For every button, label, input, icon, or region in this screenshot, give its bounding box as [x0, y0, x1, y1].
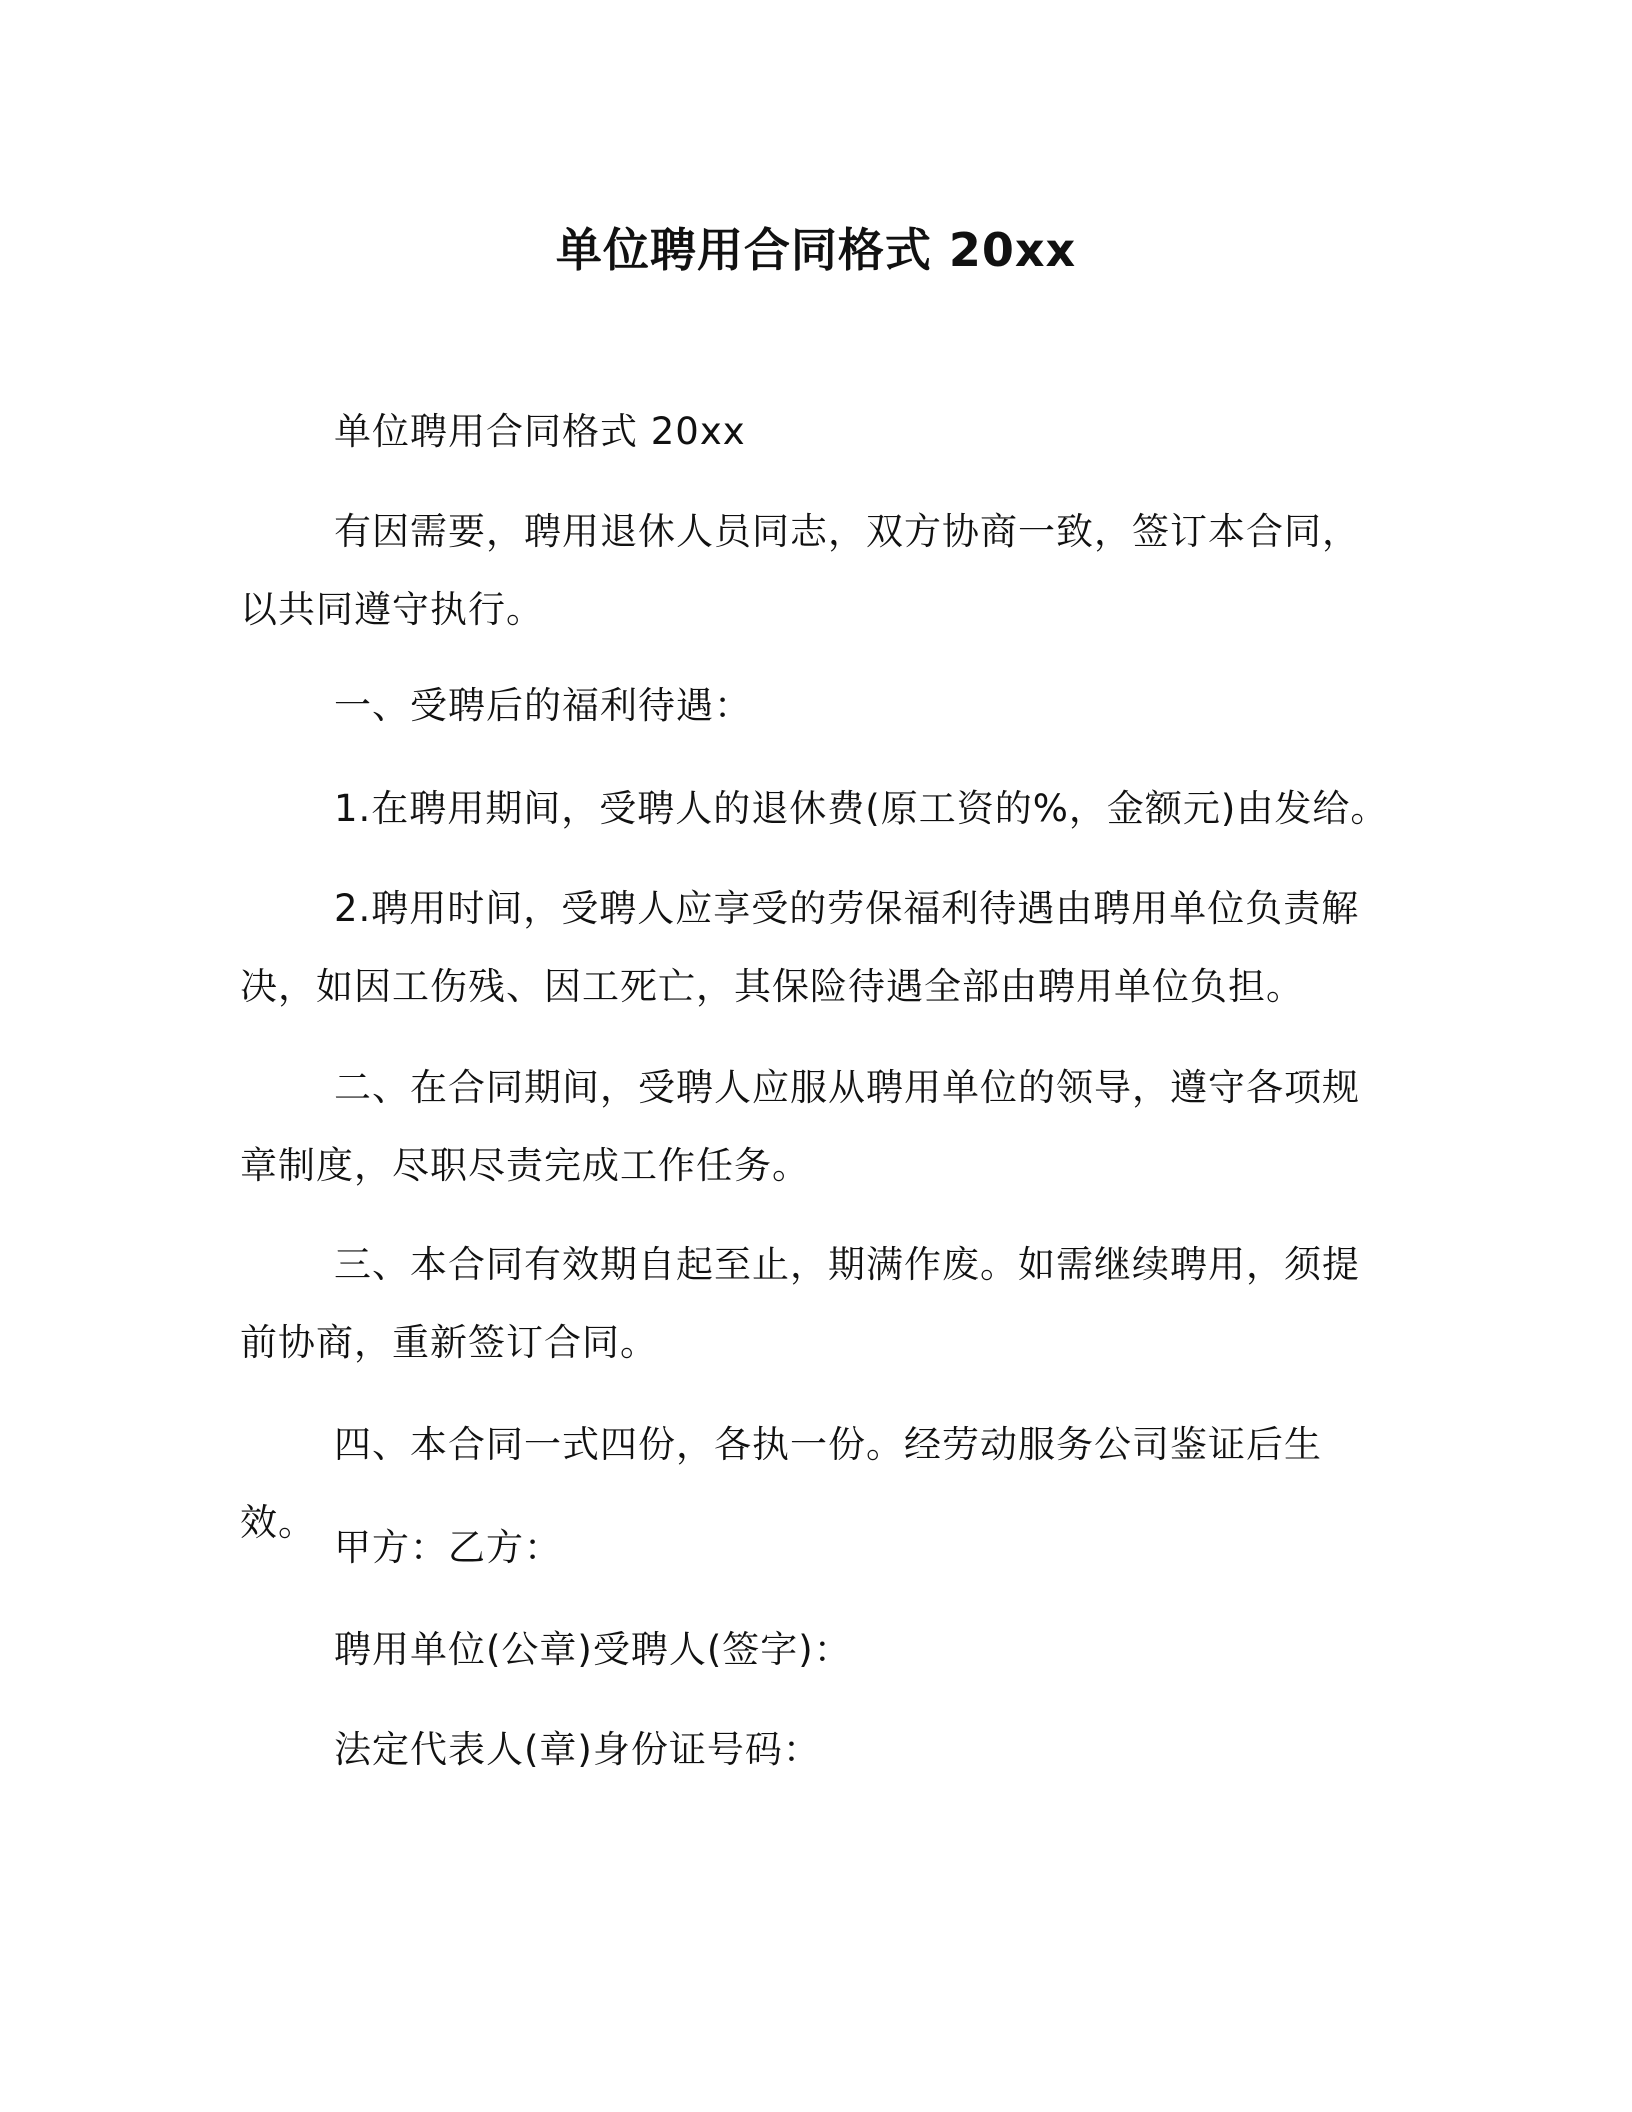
signature-parties: 甲方：乙方： [334, 1526, 562, 1569]
document-title: 单位聘用合同格式 20xx [555, 223, 1077, 277]
paragraph-item-2: 2.聘用时间，受聘人应享受的劳保福利待遇由聘用单位负责解决，如因工伤残、因工死亡，其保险待遇全部由聘用单位负担。 [240, 887, 1360, 1008]
paragraph-section-3: 三、本合同有效期自起至止，期满作废。如需继续聘用，须提前协商，重新签订合同。 [240, 1243, 1360, 1364]
paragraph-section-4: 四、本合同一式四份，各执一份。经劳动服务公司鉴证后生效。 [240, 1423, 1322, 1544]
paragraph-subtitle: 单位聘用合同格式 20xx [334, 410, 746, 453]
paragraph-section-1-heading: 一、受聘后的福利待遇： [334, 684, 752, 727]
signature-employer-employee: 聘用单位(公章)受聘人(签字)： [334, 1628, 852, 1671]
paragraph-item-1: 1.在聘用期间，受聘人的退休费(原工资的%，金额元)由发给。 [334, 787, 1389, 830]
paragraph-section-2: 二、在合同期间，受聘人应服从聘用单位的领导，遵守各项规章制度，尽职尽责完成工作任务。 [240, 1066, 1360, 1187]
signature-representative-id: 法定代表人(章)身份证号码： [334, 1728, 821, 1771]
paragraph-intro: 有因需要，聘用退休人员同志，双方协商一致，签订本合同，以共同遵守执行。 [240, 510, 1360, 631]
